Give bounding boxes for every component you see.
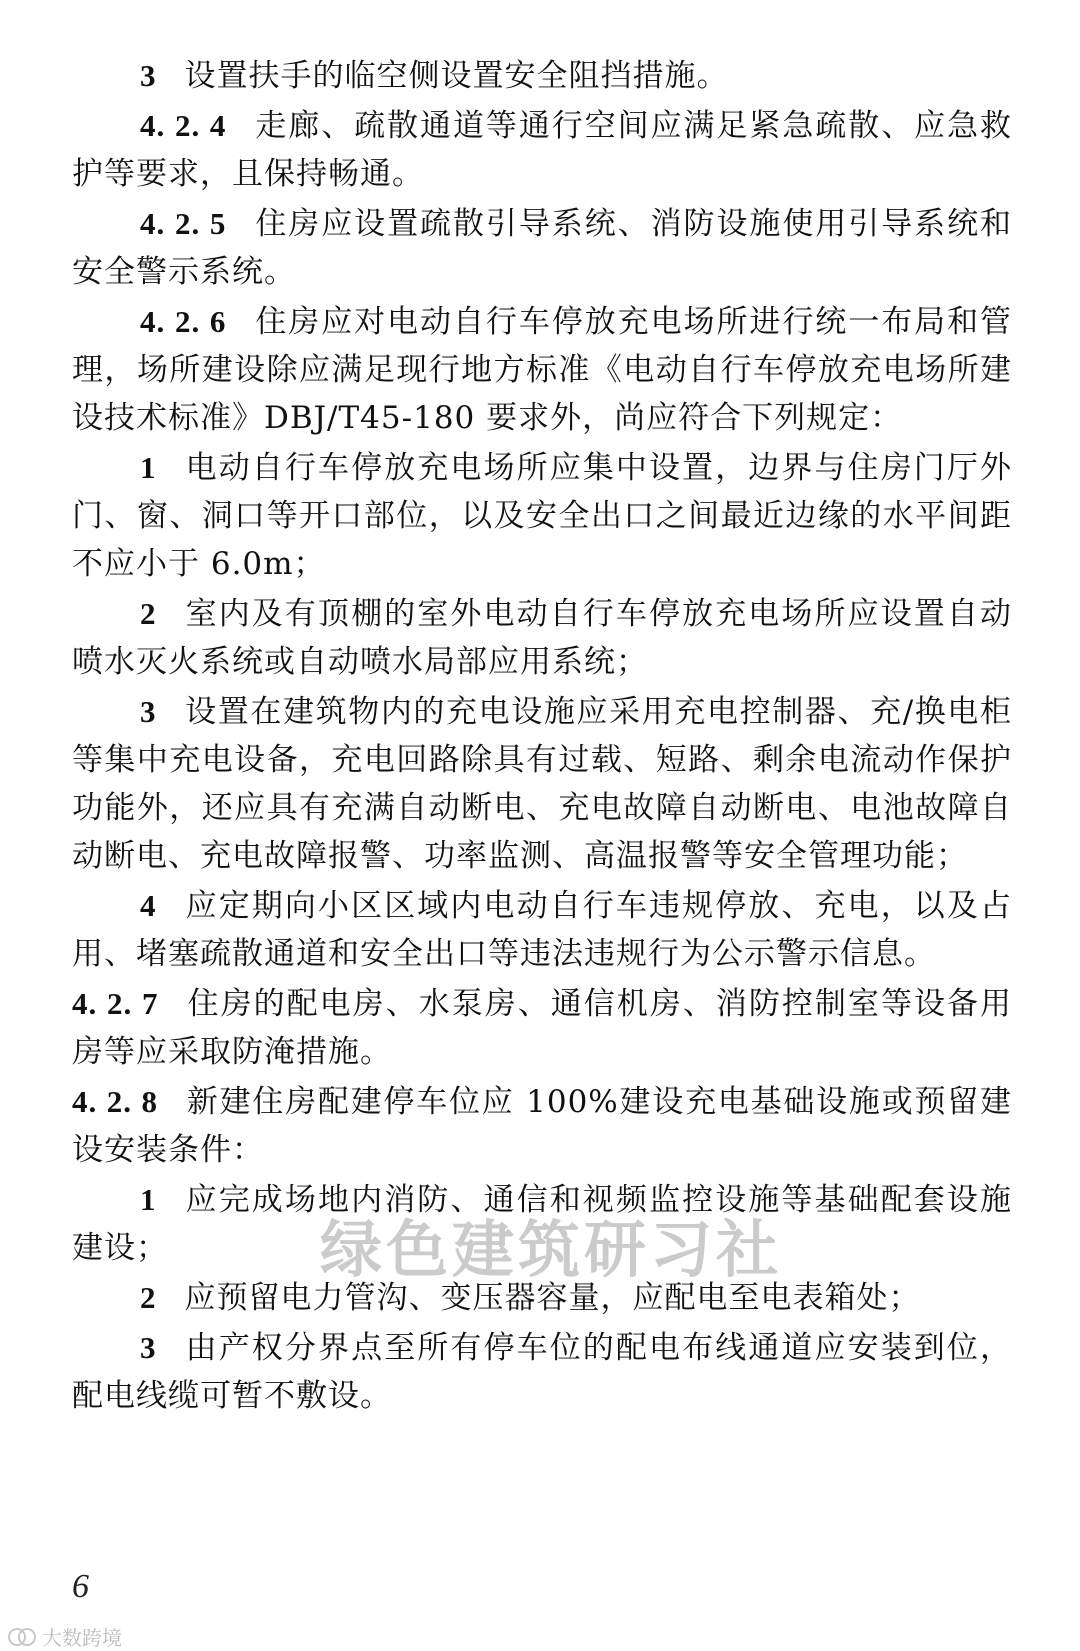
item-number: 1 [140, 450, 157, 485]
clause-number: 4. 2. 7 [72, 986, 159, 1021]
clause-paragraph [72, 1078, 1012, 1174]
item-number: 3 [140, 694, 157, 729]
item-number: 3 [140, 58, 157, 93]
paragraph-text: 应预留电力管沟、变压器容量，应配电至电表箱处； [184, 1280, 921, 1316]
item-number: 3 [140, 1330, 157, 1365]
paragraph-text: 电动自行车停放充电场所应集中设置，边界与住房门厅外门、窗、洞口等开口部位，以及安全出口之间最近边缘的水平间距不应小于 6.0m； [72, 450, 1012, 582]
clause-number: 4. 2. 4 [140, 108, 227, 143]
source-logo-icon [8, 1628, 38, 1646]
paragraph-text: 应完成场地内消防、通信和视频监控设施等基础配套设施建设； [72, 1182, 1012, 1266]
item-paragraph [72, 52, 1012, 100]
clause-number: 4. 2. 6 [140, 304, 227, 339]
paragraph-text: 住房应设置疏散引导系统、消防设施使用引导系统和安全警示系统。 [72, 206, 1013, 290]
clause-paragraph [72, 200, 1012, 296]
paragraph-text: 住房的配电房、水泵房、通信机房、消防控制室等设备用房等应采取防淹措施。 [72, 986, 1013, 1070]
paragraph-text: 设置扶手的临空侧设置安全阻挡措施。 [184, 58, 729, 94]
paragraph-text: 由产权分界点至所有停车位的配电布线通道应安装到位，配电线缆可暂不敷设。 [72, 1330, 1012, 1414]
item-number: 2 [140, 596, 157, 631]
clause-number: 4. 2. 8 [72, 1084, 159, 1119]
clause-paragraph [72, 102, 1012, 198]
paragraph-text: 住房应对电动自行车停放充电场所进行统一布局和管理，场所建设除应满足现行地方标准《电动自行车停放充电场所建设技术标准》DBJ/T45-180 要求外，尚应符合下列规定： [72, 304, 1013, 436]
paragraph-text: 室内及有顶棚的室外电动自行车停放充电场所应设置自动喷水灭火系统或自动喷水局部应用系统； [72, 596, 1012, 680]
clause-paragraph [72, 298, 1012, 442]
paragraph-text: 走廊、疏散通道等通行空间应满足紧急疏散、应急救护等要求，且保持畅通。 [72, 108, 1013, 192]
clause-number: 4. 2. 5 [140, 206, 227, 241]
source-watermark [8, 1622, 122, 1651]
source-watermark-text: 大数跨境 [42, 1626, 122, 1650]
paragraph-text: 应定期向小区区域内电动自行车违规停放、充电，以及占用、堵塞疏散通道和安全出口等违法违规行为公示警示信息。 [72, 888, 1012, 972]
page-number: 6 [72, 1568, 89, 1605]
watermark: 绿色建筑研习社 [320, 1213, 783, 1286]
item-paragraph [72, 1324, 1012, 1420]
item-number: 2 [140, 1280, 157, 1315]
paragraph-text: 新建住房配建停车位应 100%建设充电基础设施或预留建设安装条件： [72, 1084, 1012, 1168]
item-number: 1 [140, 1182, 157, 1217]
item-paragraph [72, 882, 1012, 978]
item-paragraph [72, 444, 1012, 588]
paragraph-text: 设置在建筑物内的充电设施应采用充电控制器、充/换电柜等集中充电设备，充电回路除具有过载、短路、剩余电流动作保护功能外，还应具有充满自动断电、充电故障自动断电、电池故障自动断电、充电故障报警、功率监测、高温报警等安全管理功能； [72, 694, 1012, 874]
item-paragraph [72, 590, 1012, 686]
item-paragraph [72, 688, 1012, 880]
clause-paragraph [72, 980, 1012, 1076]
item-number: 4 [140, 888, 157, 923]
